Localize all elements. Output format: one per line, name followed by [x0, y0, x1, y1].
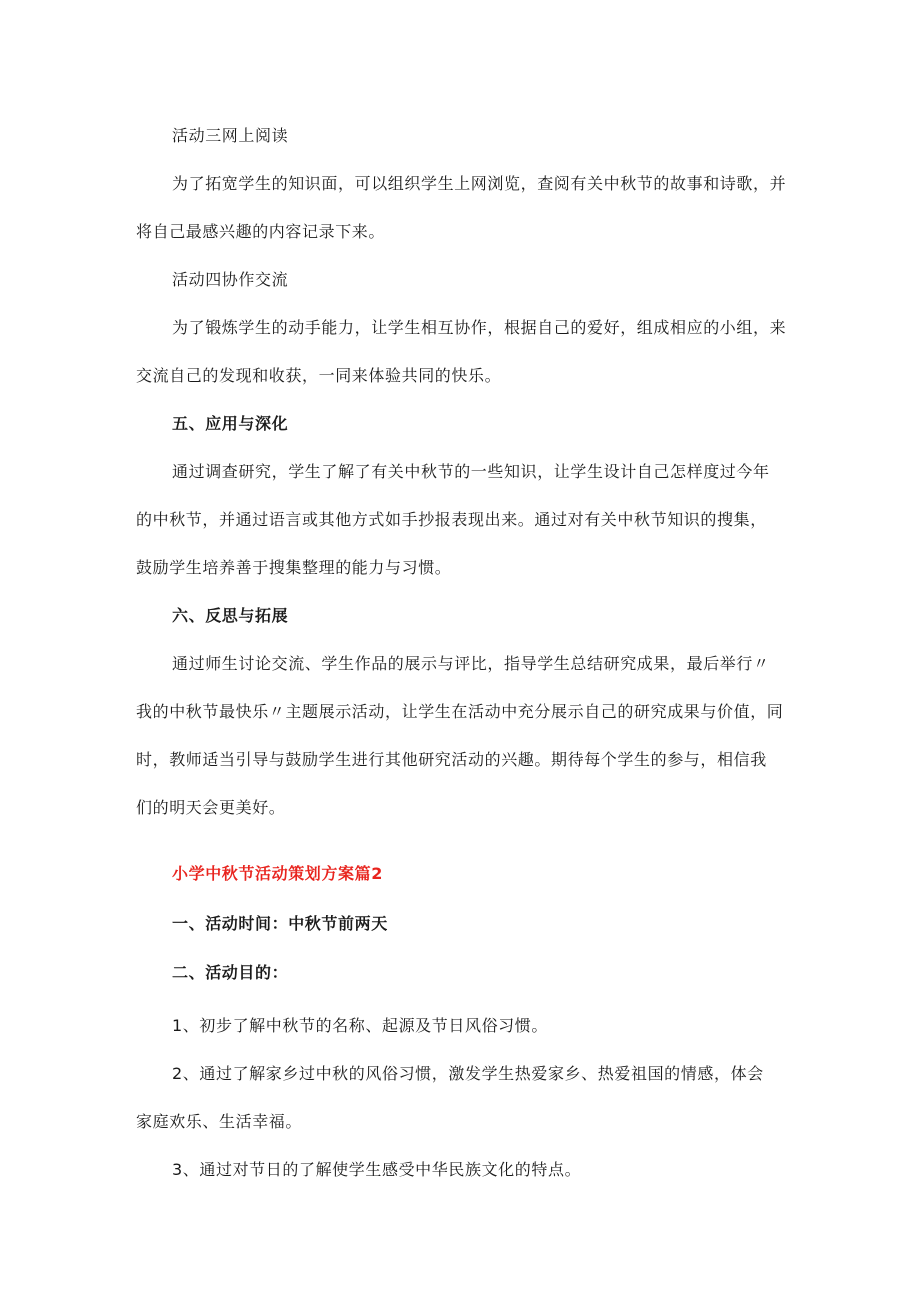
- plan-2-goal-item-1: 1、初步了解中秋节的名称、起源及节日风俗习惯。: [172, 1016, 548, 1035]
- section-6-paragraph-line-3: 时，教师适当引导与鼓励学生进行其他研究活动的兴趣。期待每个学生的参与，相信我: [136, 750, 767, 769]
- section-5-paragraph-line-3: 鼓励学生培养善于搜集整理的能力与习惯。: [136, 558, 452, 577]
- plan-2-title: 小学中秋节活动策划方案篇2: [172, 864, 383, 883]
- activity-3-paragraph-line-1: 为了拓宽学生的知识面，可以组织学生上网浏览，查阅有关中秋节的故事和诗歌，并: [172, 174, 787, 193]
- plan-2-goal-item-2-line-1: 2、通过了解家乡过中秋的风俗习惯，激发学生热爱家乡、热爱祖国的情感，体会: [172, 1064, 764, 1083]
- section-6-paragraph-line-1: 通过师生讨论交流、学生作品的展示与评比，指导学生总结研究成果，最后举行〃: [172, 654, 770, 673]
- section-6-paragraph-line-2: 我的中秋节最快乐〃主题展示活动，让学生在活动中充分展示自己的研究成果与价值，同: [136, 702, 784, 721]
- activity-4-paragraph-line-1: 为了锻炼学生的动手能力，让学生相互协作，根据自己的爱好，组成相应的小组，来: [172, 318, 787, 337]
- plan-2-activity-goal-heading: 二、活动目的：: [172, 963, 289, 982]
- plan-2-goal-item-3: 3、通过对节日的了解使学生感受中华民族文化的特点。: [172, 1160, 582, 1179]
- plan-2-goal-item-2-line-2: 家庭欢乐、生活幸福。: [136, 1112, 303, 1131]
- section-5-heading: 五、应用与深化: [172, 414, 289, 433]
- activity-4-paragraph-line-2: 交流自己的发现和收获，一同来体验共同的快乐。: [136, 366, 502, 385]
- activity-4-heading: 活动四协作交流: [172, 270, 289, 289]
- plan-2-activity-time: 一、活动时间：中秋节前两天: [172, 914, 388, 933]
- section-5-paragraph-line-1: 通过调查研究，学生了解了有关中秋节的一些知识，让学生设计自己怎样度过今年: [172, 462, 770, 481]
- section-5-paragraph-line-2: 的中秋节，并通过语言或其他方式如手抄报表现出来。通过对有关中秋节知识的搜集，: [136, 510, 767, 529]
- activity-3-paragraph-line-2: 将自己最感兴趣的内容记录下来。: [136, 222, 386, 241]
- section-6-paragraph-line-4: 们的明天会更美好。: [136, 798, 286, 817]
- section-6-heading: 六、反思与拓展: [172, 606, 289, 625]
- activity-3-heading: 活动三网上阅读: [172, 126, 289, 145]
